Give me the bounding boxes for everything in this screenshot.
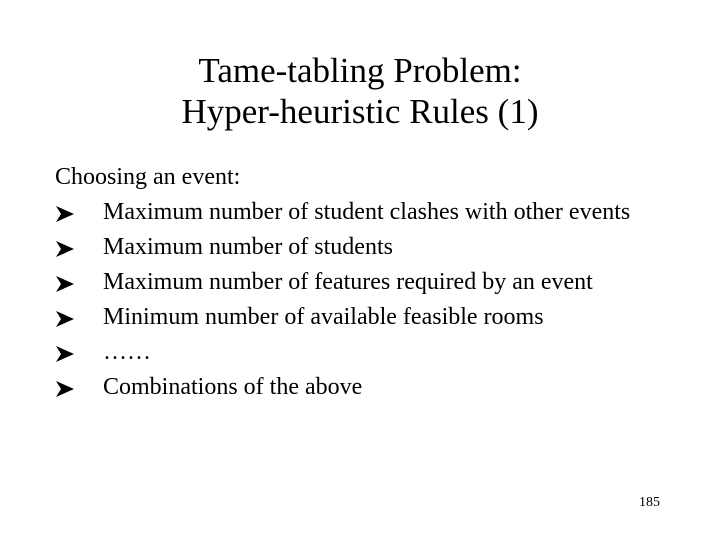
arrow-bullet-icon bbox=[55, 195, 77, 230]
bullet-text: Maximum number of features required by an event bbox=[103, 269, 593, 295]
bullet-item bbox=[55, 370, 675, 405]
slide-title-line-2: Hyper-heuristic Rules (1) bbox=[181, 92, 539, 131]
bullet-text: Minimum number of available feasible rooms bbox=[103, 304, 544, 330]
arrow-bullet-icon bbox=[55, 230, 77, 265]
arrow-bullet-icon bbox=[55, 370, 77, 405]
bullet-text: Combinations of the above bbox=[103, 374, 363, 400]
bullet-list bbox=[55, 195, 675, 405]
slide-number: 185 bbox=[639, 495, 660, 510]
bullet-item bbox=[55, 265, 675, 300]
intro-text: Choosing an event: bbox=[55, 164, 241, 190]
slide-title bbox=[0, 50, 720, 132]
bullet-text: …… bbox=[103, 339, 151, 365]
bullet-item bbox=[55, 300, 675, 335]
slide-body bbox=[55, 160, 675, 405]
arrow-bullet-icon bbox=[55, 300, 77, 335]
bullet-item bbox=[55, 230, 675, 265]
bullet-text: Maximum number of student clashes with other events bbox=[103, 199, 631, 225]
arrow-bullet-icon bbox=[55, 335, 77, 370]
arrow-bullet-icon bbox=[55, 265, 77, 300]
bullet-item bbox=[55, 195, 675, 230]
bullet-text: Maximum number of students bbox=[103, 234, 393, 260]
bullet-item bbox=[55, 335, 675, 370]
slide-title-line-1: Tame-tabling Problem: bbox=[198, 51, 522, 90]
